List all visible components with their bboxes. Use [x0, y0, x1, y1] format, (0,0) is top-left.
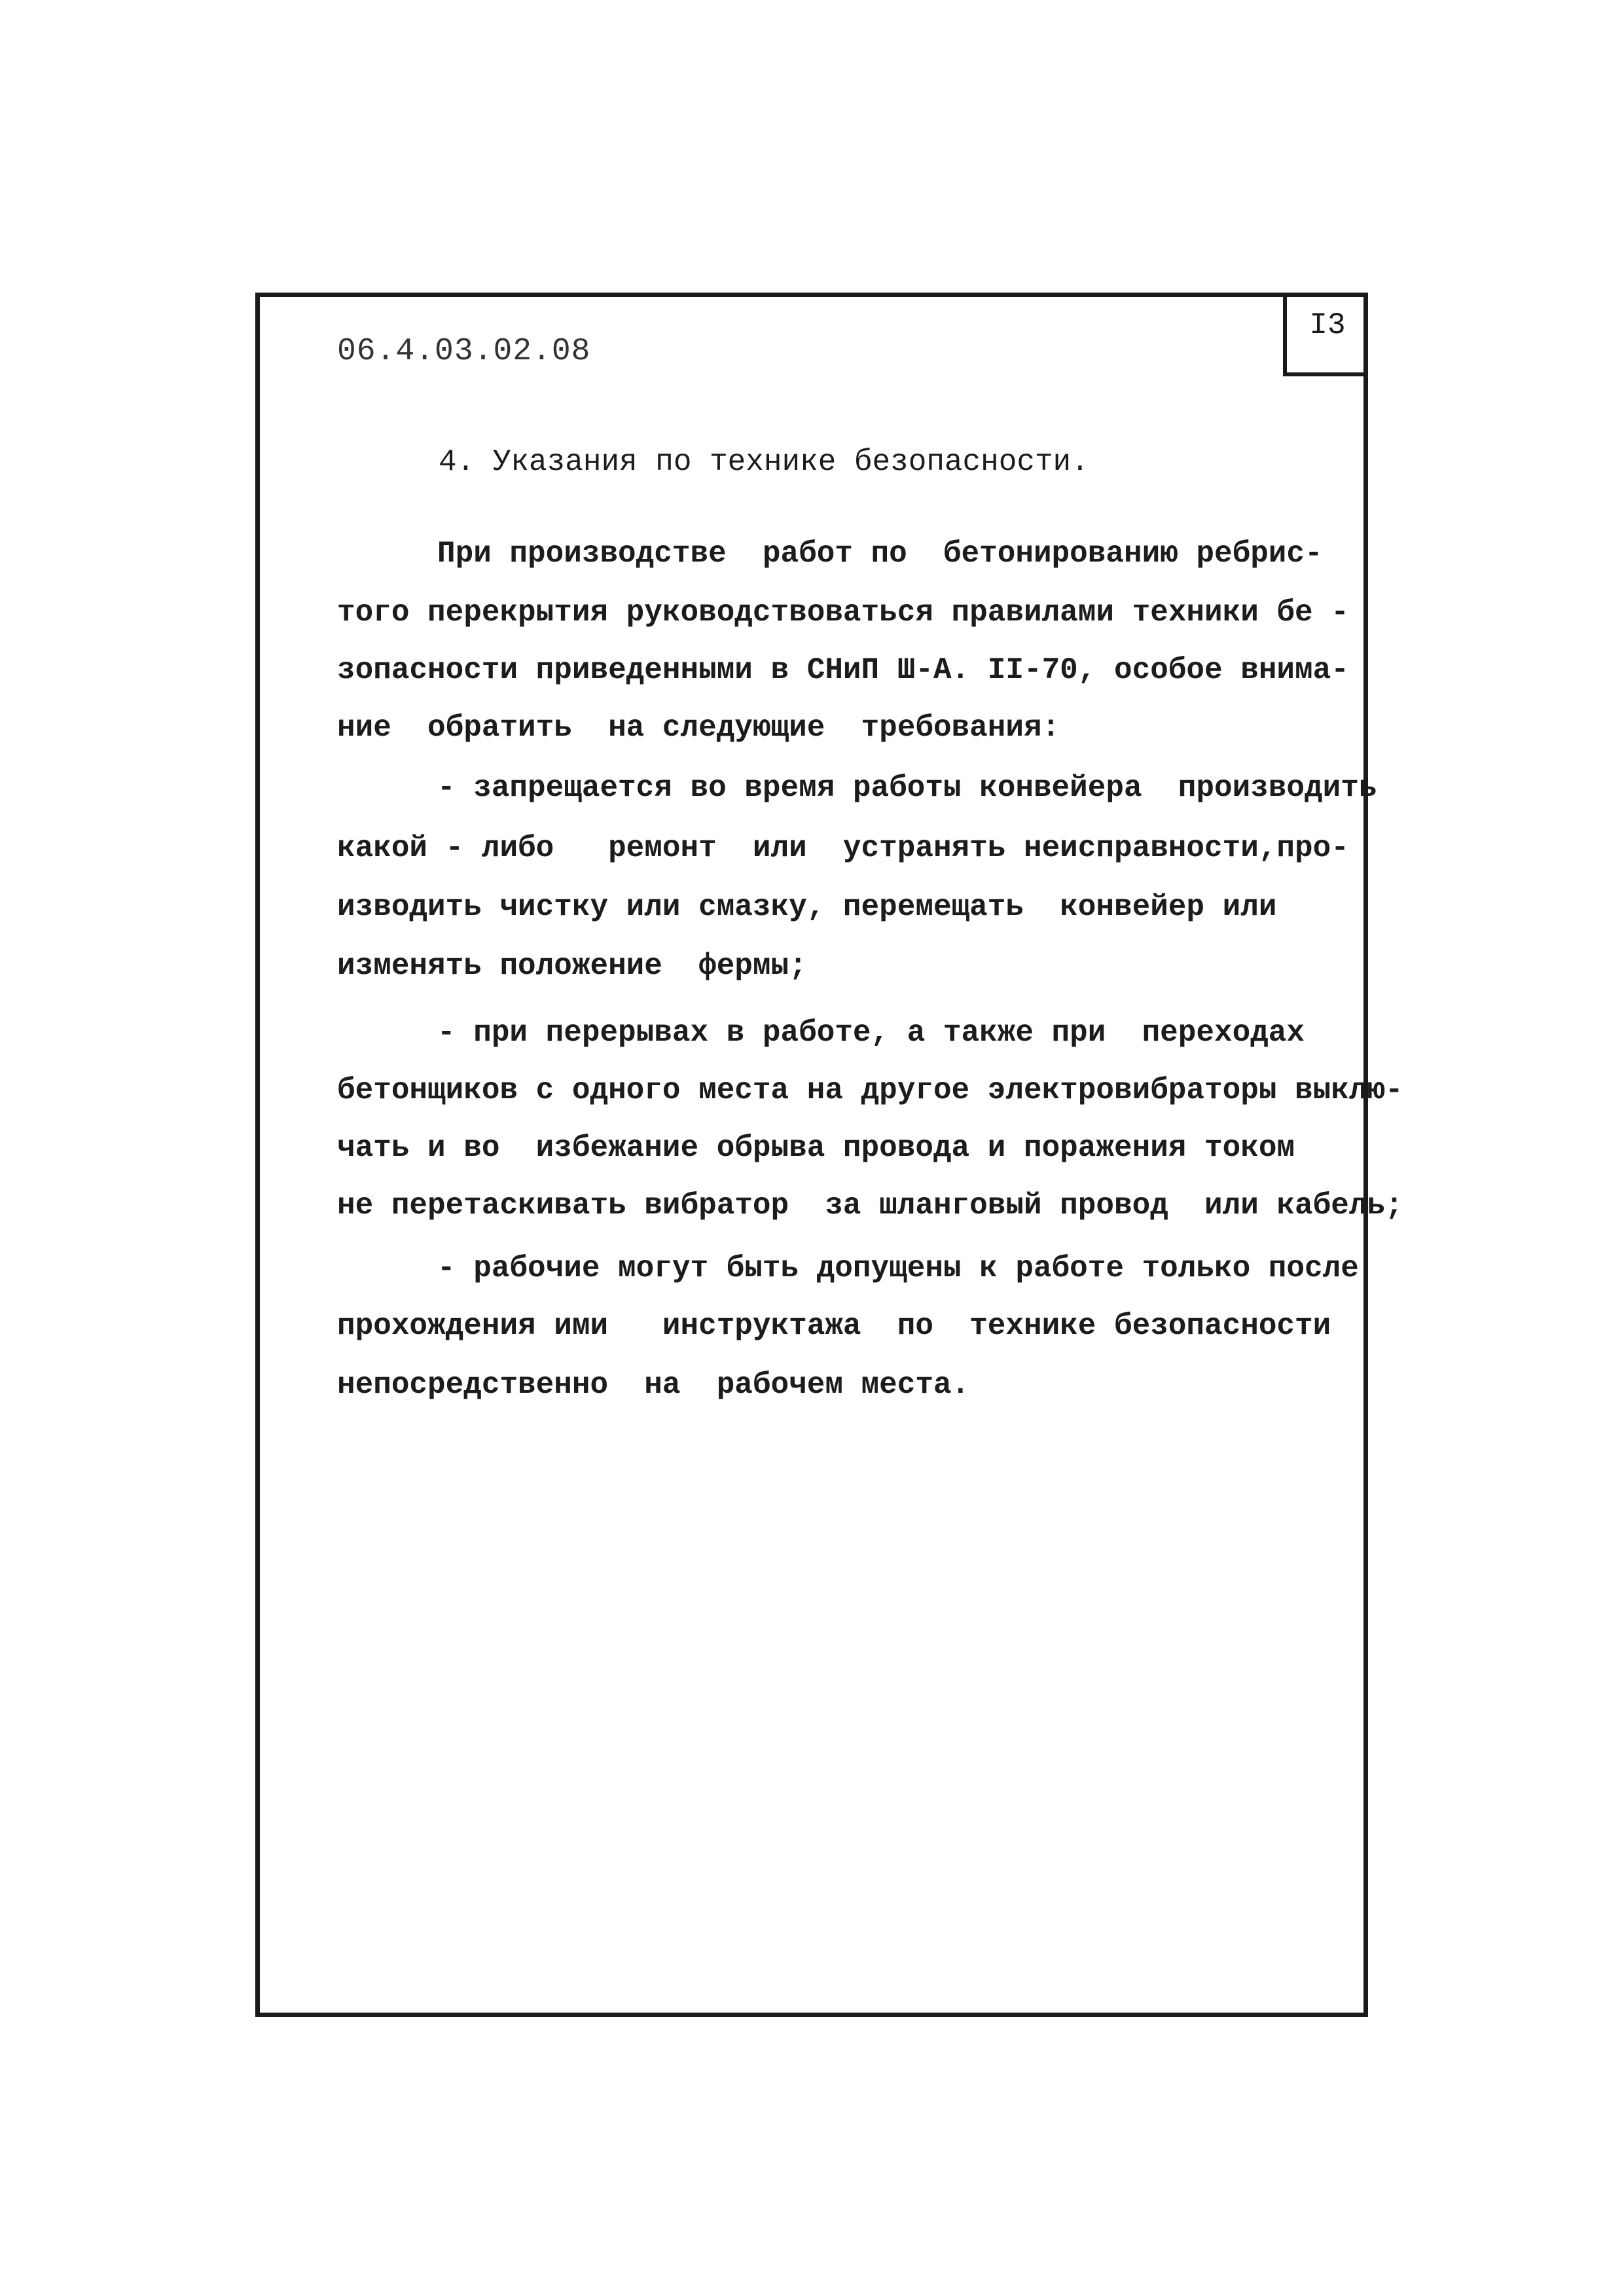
body-line: ние обратить на следующие требования: [337, 711, 1060, 745]
body-line: непосредственно на рабочем места. [337, 1368, 970, 1402]
body-line: изменять положение фермы; [337, 949, 807, 983]
body-line: прохождения ими инструктажа по технике безопасности [337, 1309, 1331, 1343]
document-code: 06.4.03.02.08 [337, 334, 591, 369]
body-line: зопасности приведенными в СНиП Ш-А. II-70, особое внима- [337, 653, 1349, 687]
body-line: изводить чистку или смазку, перемещать конвейер или [337, 890, 1277, 924]
body-line: чать и во избежание обрыва провода и поражения током [337, 1131, 1295, 1165]
body-line: бетонщиков с одного места на другое электровибраторы выклю- [337, 1073, 1403, 1107]
body-line: не перетаскивать вибратор за шланговый провод или кабель; [337, 1189, 1403, 1223]
page-number: I3 [1283, 293, 1368, 376]
body-line: - рабочие могут быть допущены к работе только после [437, 1251, 1359, 1285]
section-heading: 4. Указания по технике безопасности. [439, 445, 1089, 479]
body-line: того перекрытия руководствоваться правилами техники бе - [337, 596, 1349, 630]
body-line: При производстве работ по бетонированию ребрис- [437, 537, 1323, 571]
body-line: - запрещается во время работы конвейера производить [437, 771, 1377, 805]
body-line: какой - либо ремонт или устранять неисправности,про- [337, 831, 1349, 865]
body-line: - при перерывах в работе, а также при переходах [437, 1016, 1305, 1050]
